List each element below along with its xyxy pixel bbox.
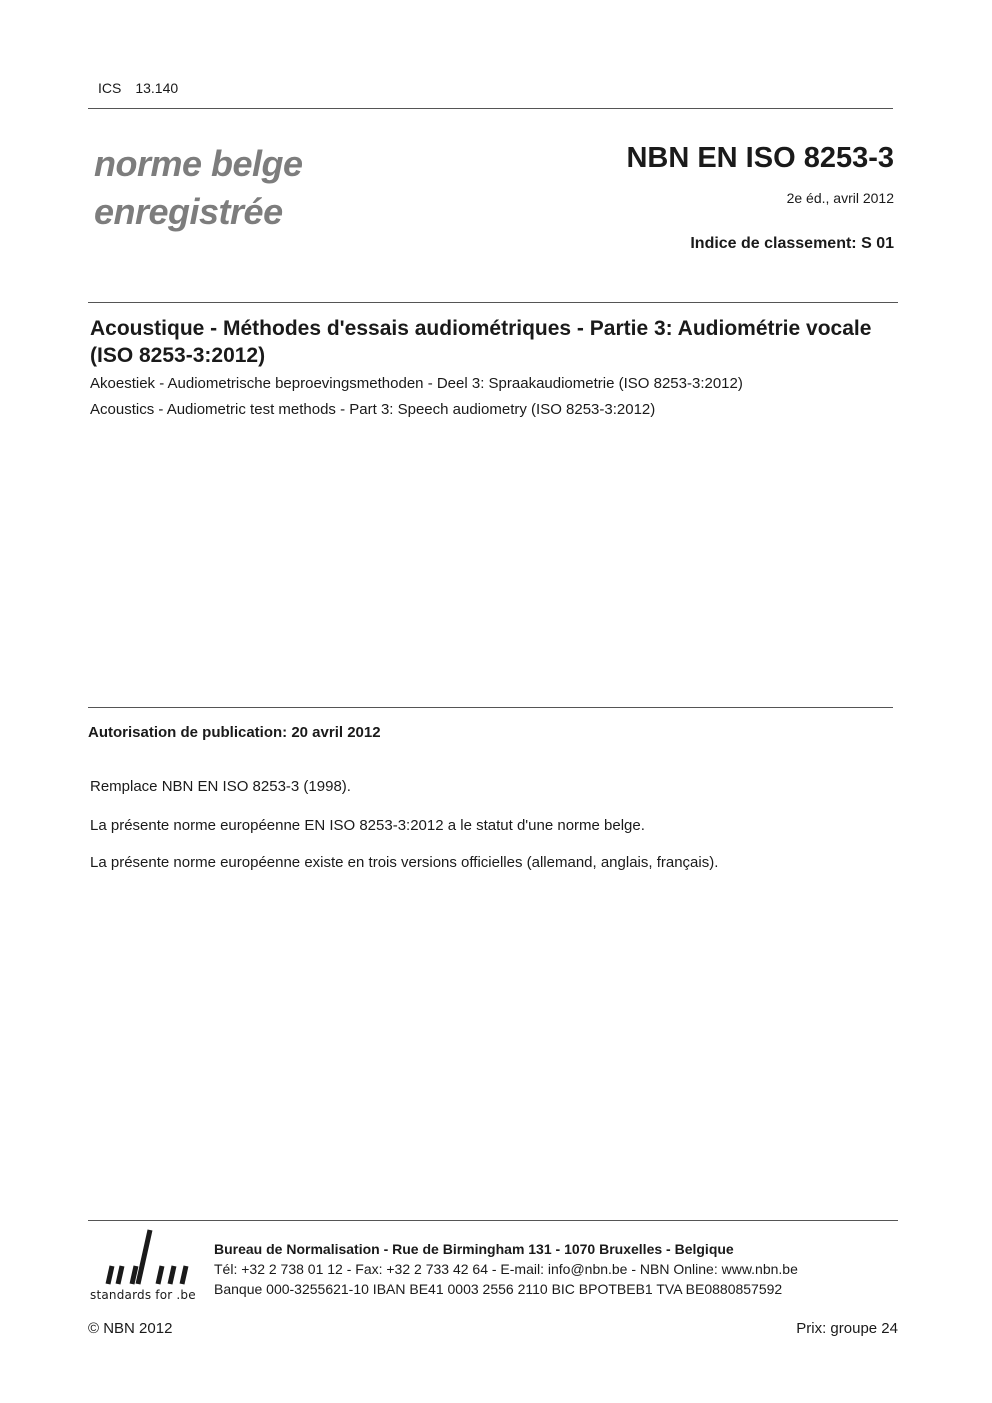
classement-index: Indice de classement: S 01: [690, 235, 894, 252]
ics-label: ICS: [98, 80, 122, 96]
publication-divider: [88, 707, 893, 708]
price-group: Prix: groupe 24: [796, 1320, 898, 1337]
nbn-logo: [88, 1226, 200, 1306]
edition-date: 2e éd., avril 2012: [786, 190, 894, 206]
versions-text: La présente norme européenne existe en trois versions officielles (allemand, anglais, français).: [90, 854, 719, 871]
copyright: © NBN 2012: [88, 1320, 173, 1337]
standard-number: NBN EN ISO 8253-3: [626, 142, 894, 174]
footer-contact: Tél: +32 2 738 01 12 - Fax: +32 2 733 42 64 - E-mail: info@nbn.be - NBN Online: www.nbn.be: [214, 1261, 798, 1277]
nbn-logo-mark: [88, 1226, 200, 1288]
title-divider: [88, 302, 898, 303]
replaces-text: Remplace NBN EN ISO 8253-3 (1998).: [90, 778, 351, 795]
label-line-2: enregistrée: [94, 191, 283, 232]
ics-classification: [98, 80, 178, 96]
norme-belge-label: [94, 140, 303, 236]
label-line-1: norme belge: [94, 143, 303, 184]
top-divider: [88, 108, 893, 109]
title-dutch: Akoestiek - Audiometrische beproevingsmethoden - Deel 3: Spraakaudiometrie (ISO 8253-3:2012): [90, 375, 743, 392]
ics-code: 13.140: [135, 80, 179, 96]
footer-address: Bureau de Normalisation - Rue de Birmingham 131 - 1070 Bruxelles - Belgique: [214, 1241, 734, 1257]
status-text: La présente norme européenne EN ISO 8253-3:2012 a le statut d'une norme belge.: [90, 817, 645, 834]
title-french: Acoustique - Méthodes d'essais audiométriques - Partie 3: Audiométrie vocale (ISO 8253-3:2012): [90, 317, 872, 367]
footer-bank: Banque 000-3255621-10 IBAN BE41 0003 2556 2110 BIC BPOTBEB1 TVA BE0880857592: [214, 1281, 783, 1297]
title-english: Acoustics - Audiometric test methods - Part 3: Speech audiometry (ISO 8253-3:2012): [90, 401, 656, 418]
logo-tagline: standards for .be: [90, 1288, 196, 1302]
publication-authorisation: Autorisation de publication: 20 avril 2012: [88, 724, 381, 741]
footer-divider: [88, 1220, 898, 1221]
